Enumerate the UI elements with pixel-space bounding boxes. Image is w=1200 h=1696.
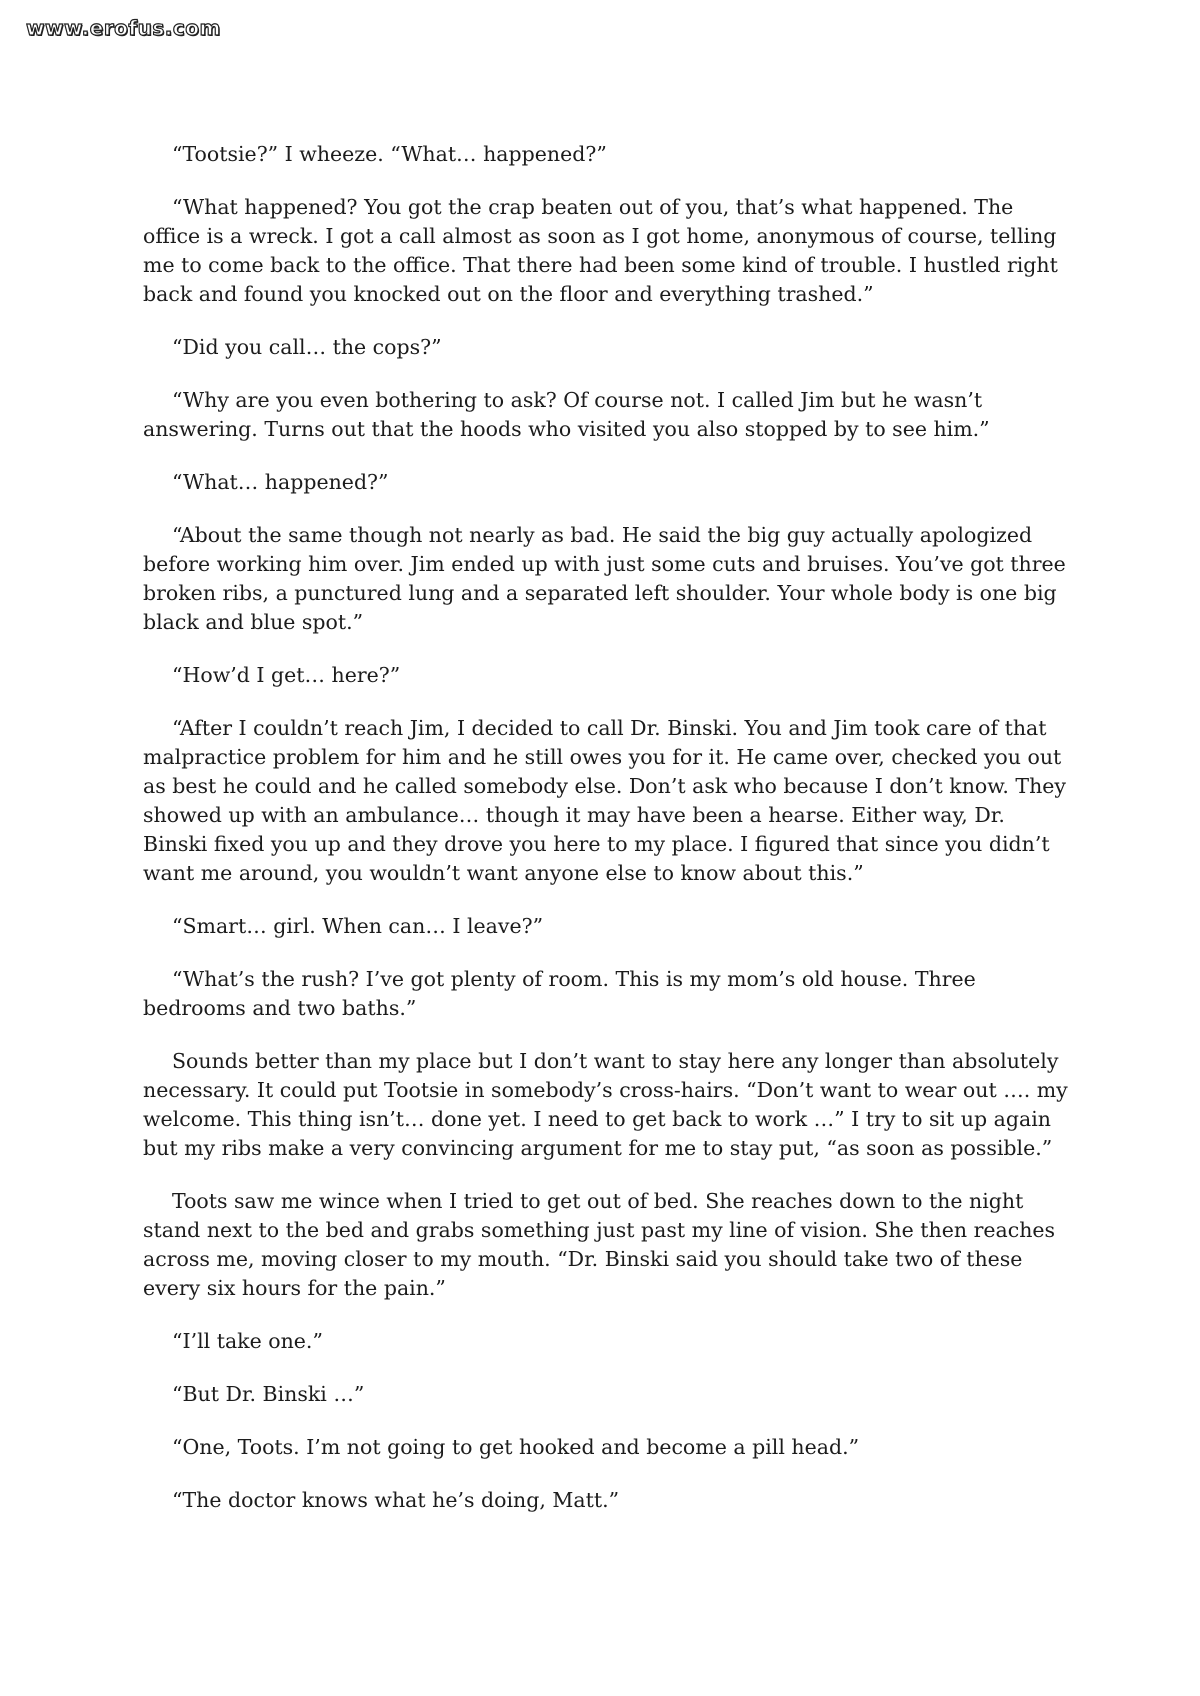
paragraph: Toots saw me wince when I tried to get out of bed. She reaches down to the night stand next to the bed and grabs something just past my line of vision. She then reaches across me, moving closer to my mouth. “Dr. Binski said you should take two of these every six hours for the pain.” <box>143 1189 1056 1300</box>
paragraph: “Did you call… the cops?” <box>172 335 442 359</box>
paragraph: Sounds better than my place but I don’t want to stay here any longer than absolutely necessary. It could put Tootsie in somebody’s cross-hairs. “Don’t want to wear out …. my welcome. This thing isn’t… done yet. I need to get back to work …” I try to sit up again but my ribs make a very convincing argument for me to stay put, “as soon as possible.” <box>143 1049 1068 1160</box>
paragraph: “What… happened?” <box>172 470 389 494</box>
paragraph: “But Dr. Binski …” <box>172 1382 365 1406</box>
paragraph: “What happened? You got the crap beaten out of you, that’s what happened. The office is a wreck. I got a call almost as soon as I got home, anonymous of course, telling me to come back to the office. That there had been some kind of trouble. I hustled right back and found you knocked out on the floor and everything trashed.” <box>143 195 1058 306</box>
paragraph: “How’d I get… here?” <box>172 663 401 687</box>
paragraph: “After I couldn’t reach Jim, I decided to call Dr. Binski. You and Jim took care of that malpractice problem for him and he still owes you for it. He came over, checked you out as best he could and he called somebody else. Don’t ask who because I don’t know. They showed up with an ambulance… though it may have been a hearse. Either way, Dr. Binski fixed you up and they drove you here to my place. I figured that since you didn’t want me around, you wouldn’t want anyone else to know about this.” <box>143 716 1066 885</box>
paragraph: “About the same though not nearly as bad. He said the big guy actually apologized before working him over. Jim ended up with just some cuts and bruises. You’ve got three broken ribs, a punctured lung and a separated left shoulder. Your whole body is one big black and blue spot.” <box>143 523 1066 634</box>
paragraph: “Tootsie?” I wheeze. “What… happened?” <box>172 142 607 166</box>
paragraph: “I’ll take one.” <box>172 1329 323 1353</box>
watermark-logo: www.erofus.com <box>26 16 221 40</box>
paragraph: “The doctor knows what he’s doing, Matt.” <box>172 1488 620 1512</box>
paragraph: “Smart… girl. When can… I leave?” <box>172 914 544 938</box>
paragraph: “Why are you even bothering to ask? Of course not. I called Jim but he wasn’t answering. Turns out that the hoods who visited you also stopped by to see him.” <box>143 388 990 441</box>
paragraph: “What’s the rush? I’ve got plenty of room. This is my mom’s old house. Three bedrooms and two baths.” <box>143 967 976 1020</box>
paragraph: “One, Toots. I’m not going to get hooked and become a pill head.” <box>172 1435 860 1459</box>
page-body <box>143 140 1073 1539</box>
